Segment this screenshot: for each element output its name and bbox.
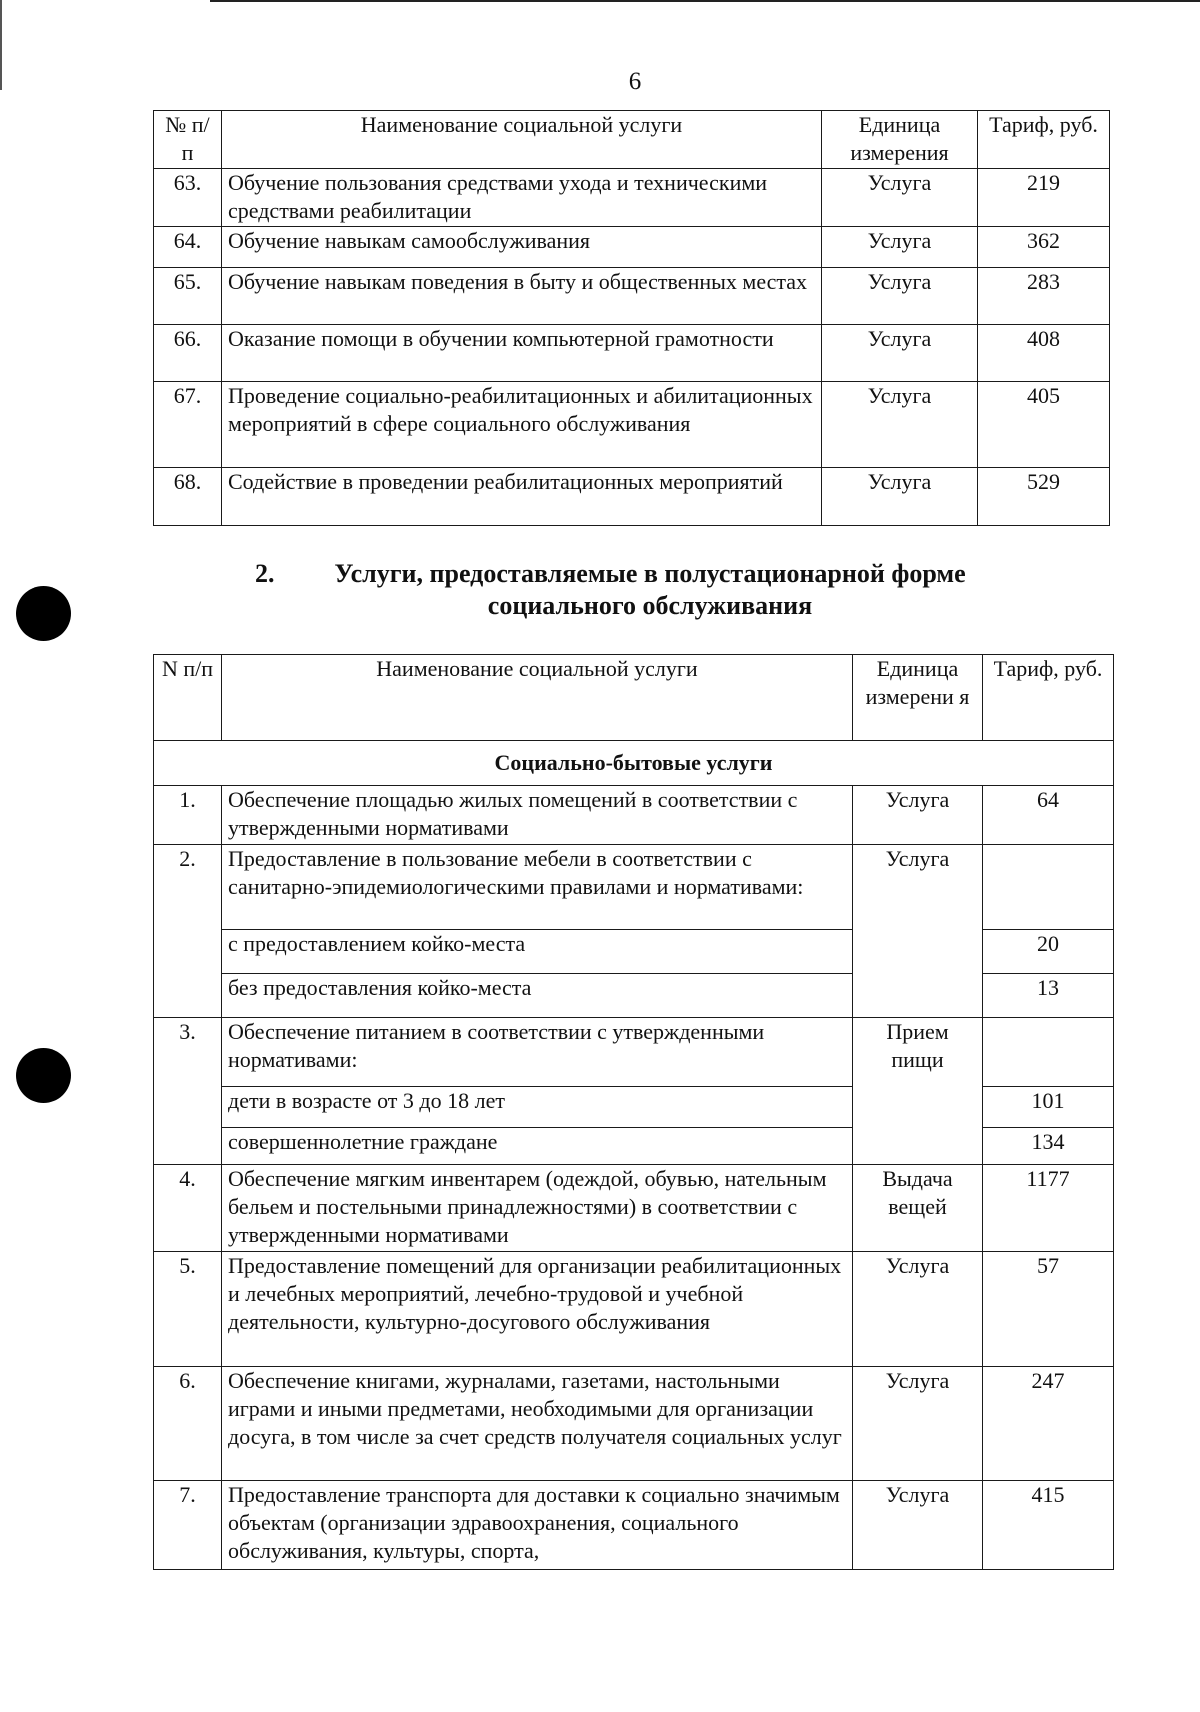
punch-hole-mark	[16, 1048, 71, 1103]
table-row	[154, 169, 1110, 227]
section-title-line-2: социального обслуживания	[487, 591, 813, 620]
punch-hole-mark	[16, 586, 71, 641]
row-unit: Услуга	[853, 845, 983, 1018]
header-service-name: Наименование социальной услуги	[222, 655, 853, 741]
row-unit: Услуга	[822, 382, 978, 468]
subrow-name: без предоставления койко-места	[222, 974, 853, 1018]
row-tariff: 247	[983, 1367, 1114, 1481]
row-tariff: 529	[978, 468, 1110, 526]
row-unit: Услуга	[822, 268, 978, 325]
row-num: 68.	[154, 468, 222, 526]
row-service-name: Содействие в проведении реабилитационных мероприятий	[222, 468, 822, 526]
row-service-name: Обеспечение книгами, журналами, газетами, настольными играми и иными предметами, необходимыми для организации досуга, в том числе за счет средств получателя социальных услуг	[222, 1367, 853, 1481]
row-service-name: Предоставление в пользование мебели в соответствии с санитарно-эпидемиологическими правилами и нормативами:	[222, 845, 853, 930]
row-num: 63.	[154, 169, 222, 227]
header-num: N п/п	[154, 655, 222, 741]
section-number: 2.	[255, 559, 275, 588]
row-num: 1.	[154, 786, 222, 845]
subrow-tariff: 101	[983, 1087, 1114, 1128]
table-row	[154, 845, 1114, 930]
row-num: 67.	[154, 382, 222, 468]
row-num: 4.	[154, 1165, 222, 1252]
table-row	[154, 382, 1110, 468]
row-num: 2.	[154, 845, 222, 1018]
row-unit: Услуга	[822, 227, 978, 268]
row-unit: Выдача вещей	[853, 1165, 983, 1252]
row-tariff: 415	[983, 1481, 1114, 1570]
subrow-tariff: 13	[983, 974, 1114, 1018]
row-num: 64.	[154, 227, 222, 268]
table-header-row	[154, 111, 1110, 169]
row-tariff: 408	[978, 325, 1110, 382]
row-service-name: Обучение пользования средствами ухода и техническими средствами реабилитации	[222, 169, 822, 227]
table-row	[154, 1367, 1114, 1481]
row-tariff: 1177	[983, 1165, 1114, 1252]
row-tariff	[983, 845, 1114, 930]
row-tariff: 219	[978, 169, 1110, 227]
header-unit: Единица измерени я	[853, 655, 983, 741]
row-service-name: Обучение навыкам поведения в быту и общественных местах	[222, 268, 822, 325]
tariff-table-2	[153, 654, 1114, 1570]
subrow-tariff: 134	[983, 1128, 1114, 1165]
row-service-name: Оказание помощи в обучении компьютерной грамотности	[222, 325, 822, 382]
scan-top-edge-line	[210, 0, 1200, 2]
row-unit: Услуга	[822, 468, 978, 526]
subrow-name: дети в возрасте от 3 до 18 лет	[222, 1087, 853, 1128]
row-unit: Услуга	[853, 1252, 983, 1367]
table-row	[154, 468, 1110, 526]
row-service-name: Предоставление помещений для организации реабилитационных и лечебных мероприятий, лечебно-трудовой и учебной деятельности, культурно-досугового обслуживания	[222, 1252, 853, 1367]
header-tariff: Тариф, руб.	[983, 655, 1114, 741]
row-num: 65.	[154, 268, 222, 325]
row-unit: Услуга	[853, 1367, 983, 1481]
subrow-tariff: 20	[983, 930, 1114, 974]
row-num: 6.	[154, 1367, 222, 1481]
section-title-line-1: Услуги, предоставляемые в полустационарной форме	[334, 559, 966, 588]
row-num: 66.	[154, 325, 222, 382]
row-service-name: Обеспечение мягким инвентарем (одеждой, обувью, нательным бельем и постельными принадлежностями) в соответствии с утвержденными нормативами	[222, 1165, 853, 1252]
row-tariff: 57	[983, 1252, 1114, 1367]
table-row	[154, 1481, 1114, 1570]
header-num: № п/п	[154, 111, 222, 169]
page-number: 6	[628, 68, 642, 95]
header-tariff: Тариф, руб.	[978, 111, 1110, 169]
header-service-name: Наименование социальной услуги	[222, 111, 822, 169]
row-service-name: Предоставление транспорта для доставки к социально значимым объектам (организации здравоохранения, социального обслуживания, культуры, спорта,	[222, 1481, 853, 1570]
table-row	[154, 1252, 1114, 1367]
row-num: 3.	[154, 1018, 222, 1165]
section-heading	[250, 558, 1050, 622]
group-title: Социально-бытовые услуги	[154, 741, 1114, 786]
table-row	[154, 1165, 1114, 1252]
row-tariff	[983, 1018, 1114, 1087]
row-num: 5.	[154, 1252, 222, 1367]
row-tariff: 283	[978, 268, 1110, 325]
table-row	[154, 268, 1110, 325]
table-header-row	[154, 655, 1114, 741]
row-tariff: 64	[983, 786, 1114, 845]
row-unit: Услуга	[853, 1481, 983, 1570]
subrow-name: с предоставлением койко-места	[222, 930, 853, 974]
header-unit: Единица измерения	[822, 111, 978, 169]
row-tariff: 405	[978, 382, 1110, 468]
row-unit: Прием пищи	[853, 1018, 983, 1165]
table-row	[154, 227, 1110, 268]
row-unit: Услуга	[853, 786, 983, 845]
row-service-name: Обеспечение площадью жилых помещений в соответствии с утвержденными нормативами	[222, 786, 853, 845]
tariff-table-1	[153, 110, 1110, 526]
table-row	[154, 1018, 1114, 1087]
row-unit: Услуга	[822, 169, 978, 227]
subrow-name: совершеннолетние граждане	[222, 1128, 853, 1165]
row-service-name: Проведение социально-реабилитационных и абилитационных мероприятий в сфере социального обслуживания	[222, 382, 822, 468]
group-header-row	[154, 741, 1114, 786]
row-service-name: Обеспечение питанием в соответствии с утвержденными нормативами:	[222, 1018, 853, 1087]
table-row	[154, 325, 1110, 382]
row-num: 7.	[154, 1481, 222, 1570]
row-service-name: Обучение навыкам самообслуживания	[222, 227, 822, 268]
row-unit: Услуга	[822, 325, 978, 382]
table-row	[154, 786, 1114, 845]
row-tariff: 362	[978, 227, 1110, 268]
